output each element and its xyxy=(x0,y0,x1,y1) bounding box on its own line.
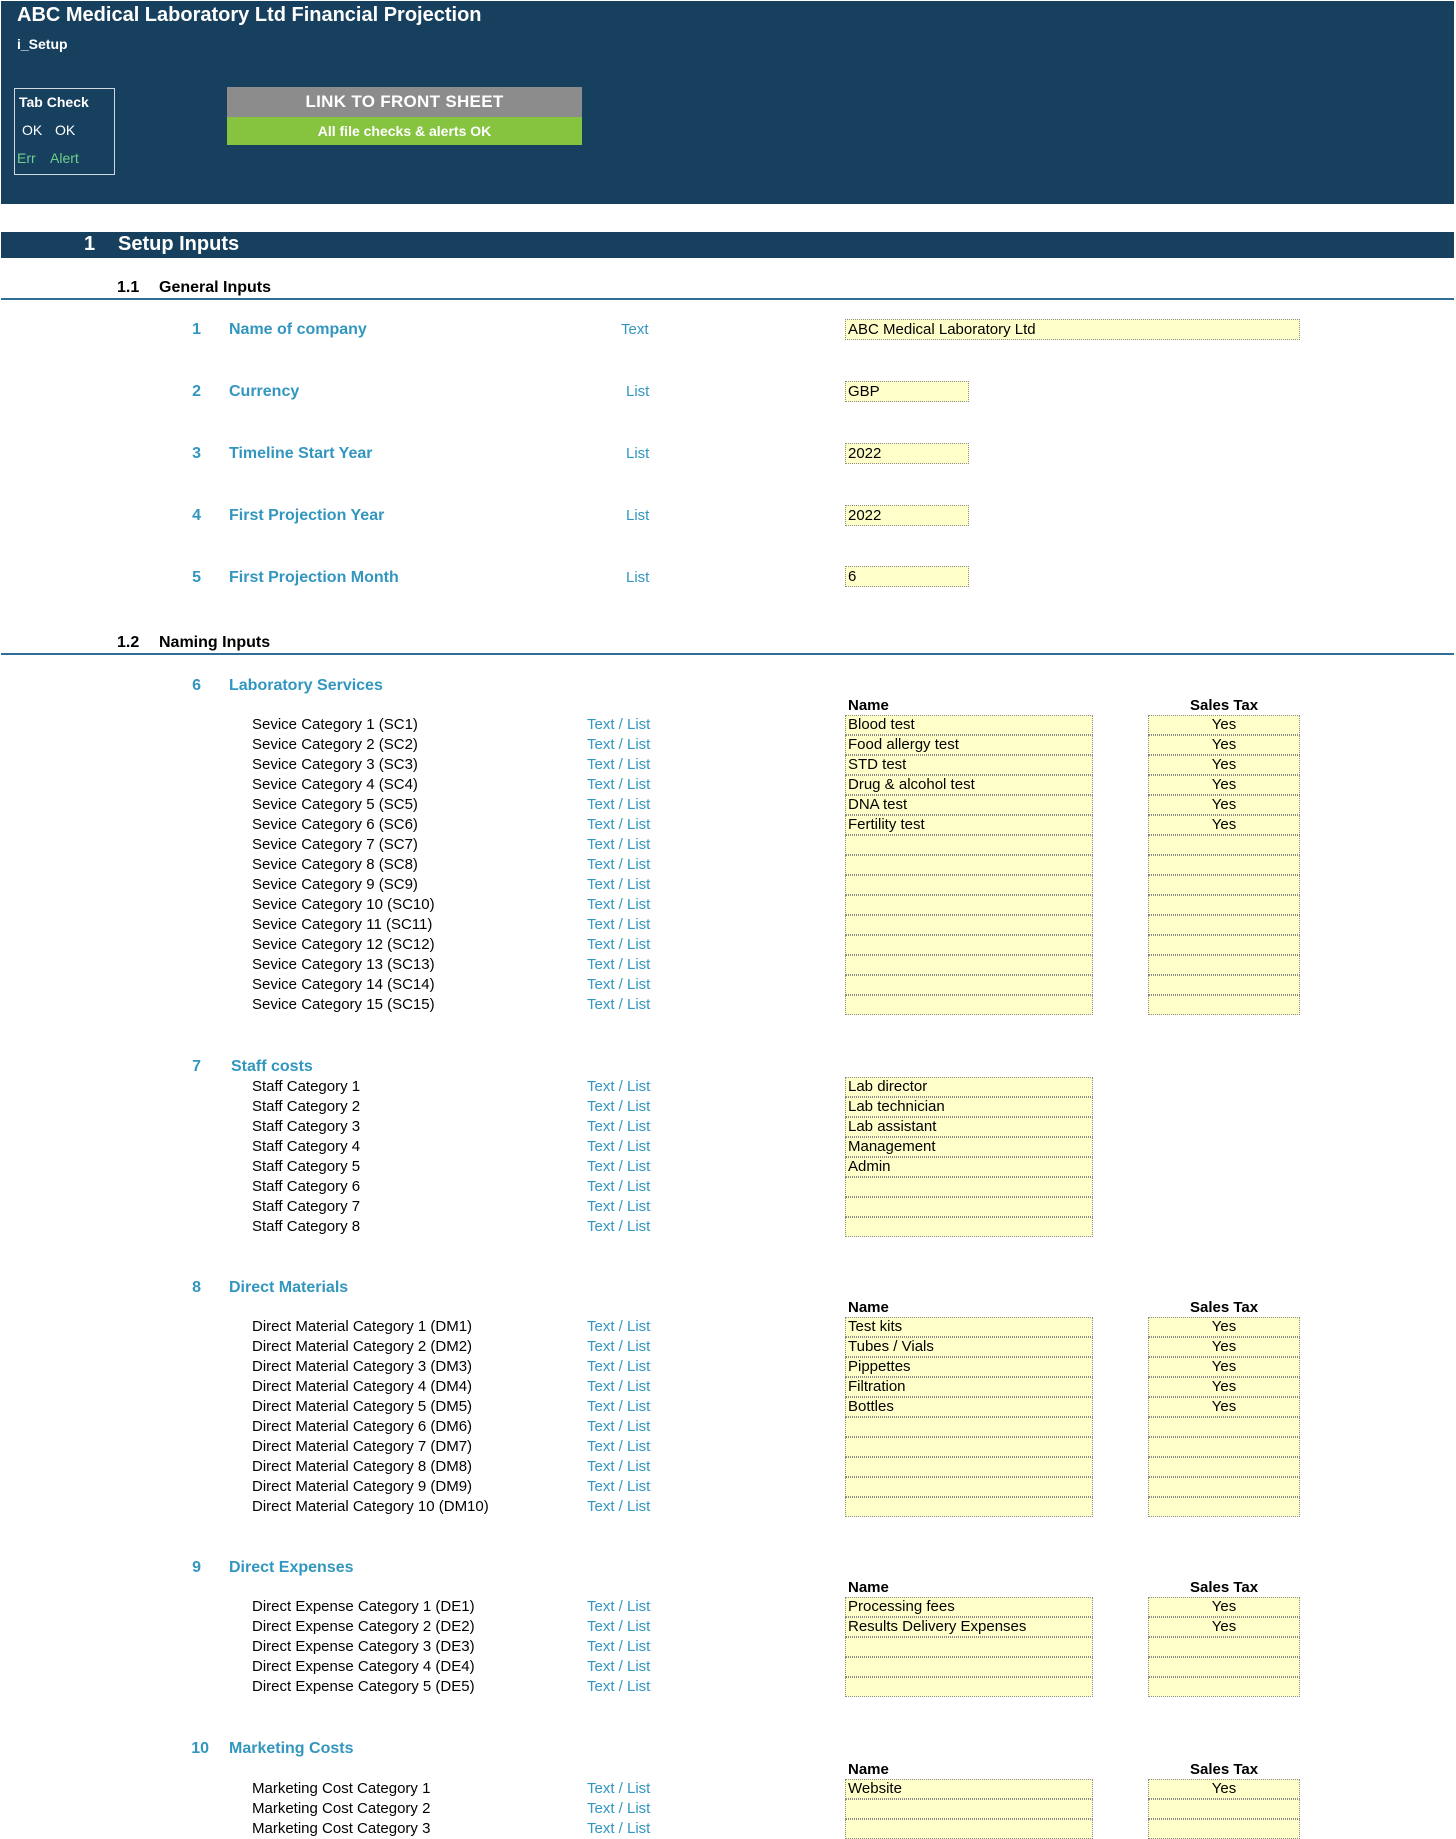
category-label: Sevice Category 13 (SC13) xyxy=(252,956,435,973)
tab-check-alert: Alert xyxy=(50,150,79,166)
name-input[interactable] xyxy=(845,1677,1093,1697)
sales-tax-select[interactable] xyxy=(1148,895,1300,915)
category-label: Direct Material Category 4 (DM4) xyxy=(252,1378,473,1395)
name-input[interactable]: Pippettes xyxy=(845,1357,1093,1377)
input-type-label: Text / List xyxy=(587,876,651,893)
sales-tax-select[interactable] xyxy=(1148,1637,1300,1657)
name-input[interactable] xyxy=(845,1457,1093,1477)
table-row xyxy=(0,1657,1456,1677)
table-row xyxy=(0,855,1456,875)
input-type-label: Text / List xyxy=(587,796,651,813)
input-type-label: List xyxy=(626,445,650,462)
name-input[interactable] xyxy=(845,1217,1093,1237)
category-label: Marketing Cost Category 2 xyxy=(252,1800,431,1817)
name-input[interactable]: DNA test xyxy=(845,795,1093,815)
input-type-label: Text / List xyxy=(587,736,651,753)
table-row xyxy=(0,815,1456,835)
table-row xyxy=(0,1417,1456,1437)
sales-tax-select[interactable] xyxy=(1148,1477,1300,1497)
input-type-label: Text / List xyxy=(587,1158,651,1175)
table-row xyxy=(0,1637,1456,1657)
name-column-header: Name xyxy=(848,1579,889,1596)
input-type-label: Text / List xyxy=(587,1800,651,1817)
name-input[interactable]: Processing fees xyxy=(845,1597,1093,1617)
input-type-label: Text / List xyxy=(587,1638,651,1655)
input-type-label: Text / List xyxy=(587,1338,651,1355)
sales-tax-select[interactable]: Yes xyxy=(1148,795,1300,815)
table-row xyxy=(0,775,1456,795)
input-type-label: List xyxy=(626,507,650,524)
name-input[interactable]: STD test xyxy=(845,755,1093,775)
group-number: 9 xyxy=(192,1559,201,1576)
name-input[interactable]: Results Delivery Expenses xyxy=(845,1617,1093,1637)
sales-tax-select[interactable]: Yes xyxy=(1148,1357,1300,1377)
category-label: Direct Expense Category 4 (DE4) xyxy=(252,1658,475,1675)
company-name-input[interactable]: ABC Medical Laboratory Ltd xyxy=(845,319,1300,340)
category-label: Sevice Category 8 (SC8) xyxy=(252,856,418,873)
name-input[interactable] xyxy=(845,835,1093,855)
sales-tax-select[interactable] xyxy=(1148,1799,1300,1819)
name-column-header: Name xyxy=(848,1299,889,1316)
table-row xyxy=(0,1117,1456,1137)
name-input[interactable] xyxy=(845,1819,1093,1839)
sales-tax-select[interactable] xyxy=(1148,1497,1300,1517)
sales-tax-select[interactable] xyxy=(1148,955,1300,975)
tab-check-ok: OK xyxy=(22,122,43,138)
category-label: Sevice Category 14 (SC14) xyxy=(252,976,435,993)
category-label: Staff Category 7 xyxy=(252,1198,361,1215)
name-input[interactable] xyxy=(845,1657,1093,1677)
table-row xyxy=(0,1197,1456,1217)
sales-tax-select[interactable] xyxy=(1148,1457,1300,1477)
input-type-label: Text / List xyxy=(587,856,651,873)
first-projection-month-label: First Projection Month xyxy=(229,569,399,586)
name-input[interactable]: Lab assistant xyxy=(845,1117,1093,1137)
category-label: Sevice Category 6 (SC6) xyxy=(252,816,418,833)
input-type-label: List xyxy=(626,383,650,400)
sales-tax-select[interactable] xyxy=(1148,1437,1300,1457)
name-input[interactable]: Filtration xyxy=(845,1377,1093,1397)
input-type-label: Text / List xyxy=(587,1598,651,1615)
tab-check-box xyxy=(14,88,115,175)
category-label: Staff Category 6 xyxy=(252,1178,361,1195)
subsection-number: 1.2 xyxy=(117,634,140,651)
input-type-label: Text / List xyxy=(587,1398,651,1415)
category-label: Direct Expense Category 2 (DE2) xyxy=(252,1618,475,1635)
table-row xyxy=(0,1799,1456,1819)
group-number: 10 xyxy=(191,1740,209,1757)
sales-tax-select[interactable]: Yes xyxy=(1148,1597,1300,1617)
table-row xyxy=(0,1497,1456,1517)
category-label: Direct Material Category 6 (DM6) xyxy=(252,1418,473,1435)
category-label: Sevice Category 9 (SC9) xyxy=(252,876,418,893)
subsection-title: Naming Inputs xyxy=(159,634,271,651)
sales-tax-select[interactable] xyxy=(1148,975,1300,995)
category-label: Staff Category 3 xyxy=(252,1118,361,1135)
name-input[interactable] xyxy=(845,1417,1093,1437)
input-type-label: Text / List xyxy=(587,1438,651,1455)
input-type-label: Text / List xyxy=(587,936,651,953)
sales-tax-select[interactable]: Yes xyxy=(1148,1779,1300,1799)
table-row xyxy=(0,995,1456,1015)
input-type-label: Text / List xyxy=(587,1418,651,1435)
name-input[interactable] xyxy=(845,1197,1093,1217)
name-input[interactable]: Food allergy test xyxy=(845,735,1093,755)
name-input[interactable]: Blood test xyxy=(845,715,1093,735)
table-row xyxy=(0,1779,1456,1799)
input-type-label: Text / List xyxy=(587,996,651,1013)
sales-tax-select[interactable]: Yes xyxy=(1148,715,1300,735)
sales-tax-select[interactable]: Yes xyxy=(1148,775,1300,795)
group-number: 6 xyxy=(192,677,201,694)
name-input[interactable]: Admin xyxy=(845,1157,1093,1177)
tab-check-title: Tab Check xyxy=(19,94,89,110)
input-type-label: Text / List xyxy=(587,1378,651,1395)
input-type-label: Text / List xyxy=(587,1138,651,1155)
company-name-label: Name of company xyxy=(229,321,367,338)
input-type-label: Text / List xyxy=(587,1178,651,1195)
table-row xyxy=(0,735,1456,755)
name-input[interactable] xyxy=(845,975,1093,995)
table-row xyxy=(0,835,1456,855)
sales-tax-select[interactable]: Yes xyxy=(1148,1317,1300,1337)
sales-tax-column-header: Sales Tax xyxy=(1190,1579,1259,1596)
table-row xyxy=(0,715,1456,735)
name-input[interactable]: Lab technician xyxy=(845,1097,1093,1117)
category-label: Marketing Cost Category 1 xyxy=(252,1780,431,1797)
row-number: 2 xyxy=(192,383,201,400)
name-input[interactable] xyxy=(845,1177,1093,1197)
sheet-name: i_Setup xyxy=(17,36,68,52)
table-row xyxy=(0,1597,1456,1617)
sales-tax-column-header: Sales Tax xyxy=(1190,1761,1259,1778)
name-input[interactable] xyxy=(845,1477,1093,1497)
table-row xyxy=(0,1177,1456,1197)
category-label: Sevice Category 1 (SC1) xyxy=(252,716,418,733)
group-number: 8 xyxy=(192,1279,201,1296)
first-projection-year-label: First Projection Year xyxy=(229,507,385,524)
category-label: Staff Category 2 xyxy=(252,1098,361,1115)
name-input[interactable] xyxy=(845,1497,1093,1517)
input-type-label: Text / List xyxy=(587,836,651,853)
input-type-label: Text / List xyxy=(587,716,651,733)
table-row xyxy=(0,755,1456,775)
table-row xyxy=(0,1677,1456,1697)
category-label: Direct Material Category 8 (DM8) xyxy=(252,1458,473,1475)
sales-tax-select[interactable]: Yes xyxy=(1148,755,1300,775)
name-input[interactable] xyxy=(845,915,1093,935)
input-type-label: Text / List xyxy=(587,896,651,913)
category-label: Sevice Category 3 (SC3) xyxy=(252,756,418,773)
table-row xyxy=(0,795,1456,815)
subsection-number: 1.1 xyxy=(117,279,140,296)
category-label: Direct Expense Category 3 (DE3) xyxy=(252,1638,475,1655)
table-row xyxy=(0,1137,1456,1157)
name-input[interactable] xyxy=(845,1437,1093,1457)
input-type-label: Text / List xyxy=(587,1678,651,1695)
name-input[interactable] xyxy=(845,1799,1093,1819)
file-checks-status: All file checks & alerts OK xyxy=(227,117,582,145)
name-input[interactable] xyxy=(845,875,1093,895)
category-label: Staff Category 8 xyxy=(252,1218,361,1235)
table-row xyxy=(0,1457,1456,1477)
table-row xyxy=(0,915,1456,935)
category-label: Staff Category 1 xyxy=(252,1078,361,1095)
input-type-label: Text / List xyxy=(587,1820,651,1837)
sales-tax-select[interactable]: Yes xyxy=(1148,1337,1300,1357)
first-projection-month-select[interactable]: 6 xyxy=(845,566,969,587)
table-row xyxy=(0,1819,1456,1839)
sales-tax-select[interactable]: Yes xyxy=(1148,735,1300,755)
table-row xyxy=(0,1437,1456,1457)
input-type-label: Text / List xyxy=(587,1118,651,1135)
row-number: 5 xyxy=(192,569,201,586)
sales-tax-select[interactable]: Yes xyxy=(1148,1397,1300,1417)
input-type-label: Text / List xyxy=(587,776,651,793)
name-input[interactable]: Lab director xyxy=(845,1077,1093,1097)
timeline-start-year-label: Timeline Start Year xyxy=(229,445,373,462)
sales-tax-select[interactable] xyxy=(1148,935,1300,955)
category-label: Direct Material Category 5 (DM5) xyxy=(252,1398,473,1415)
name-input[interactable] xyxy=(845,895,1093,915)
input-type-label: Text xyxy=(621,321,649,338)
input-type-label: Text / List xyxy=(587,1780,651,1797)
table-row xyxy=(0,1357,1456,1377)
table-row xyxy=(0,875,1456,895)
category-label: Marketing Cost Category 3 xyxy=(252,1820,431,1837)
category-label: Sevice Category 7 (SC7) xyxy=(252,836,418,853)
input-type-label: Text / List xyxy=(587,1458,651,1475)
table-row xyxy=(0,975,1456,995)
table-row xyxy=(0,1617,1456,1637)
category-label: Sevice Category 4 (SC4) xyxy=(252,776,418,793)
input-type-label: Text / List xyxy=(587,1358,651,1375)
subsection-title: General Inputs xyxy=(159,279,272,296)
sales-tax-select[interactable]: Yes xyxy=(1148,1617,1300,1637)
name-input[interactable] xyxy=(845,1637,1093,1657)
category-label: Staff Category 4 xyxy=(252,1138,361,1155)
input-type-label: List xyxy=(626,569,650,586)
input-type-label: Text / List xyxy=(587,916,651,933)
name-input[interactable]: Test kits xyxy=(845,1317,1093,1337)
table-row xyxy=(0,1337,1456,1357)
sales-tax-select[interactable] xyxy=(1148,1657,1300,1677)
sales-tax-select[interactable] xyxy=(1148,915,1300,935)
table-row xyxy=(0,1217,1456,1237)
marketing-costs-title: Marketing Costs xyxy=(229,1740,354,1757)
input-type-label: Text / List xyxy=(587,1658,651,1675)
table-row xyxy=(0,955,1456,975)
name-input[interactable]: Management xyxy=(845,1137,1093,1157)
name-input[interactable]: Tubes / Vials xyxy=(845,1337,1093,1357)
sales-tax-select[interactable]: Yes xyxy=(1148,1377,1300,1397)
name-input[interactable]: Bottles xyxy=(845,1397,1093,1417)
table-row xyxy=(0,1097,1456,1117)
direct-expenses-title: Direct Expenses xyxy=(229,1559,354,1576)
input-type-label: Text / List xyxy=(587,816,651,833)
category-label: Direct Material Category 9 (DM9) xyxy=(252,1478,473,1495)
link-to-front-sheet-button[interactable]: LINK TO FRONT SHEET xyxy=(227,87,582,117)
input-type-label: Text / List xyxy=(587,956,651,973)
sales-tax-select[interactable] xyxy=(1148,1819,1300,1839)
input-type-label: Text / List xyxy=(587,1218,651,1235)
sales-tax-select[interactable]: Yes xyxy=(1148,815,1300,835)
timeline-start-year-select[interactable]: 2022 xyxy=(845,443,969,464)
sales-tax-select[interactable] xyxy=(1148,1417,1300,1437)
sales-tax-select[interactable] xyxy=(1148,1677,1300,1697)
input-type-label: Text / List xyxy=(587,1618,651,1635)
header-band xyxy=(1,1,1454,204)
staff-costs-title: Staff costs xyxy=(231,1058,313,1075)
name-column-header: Name xyxy=(848,697,889,714)
input-type-label: Text / List xyxy=(587,1498,651,1515)
sales-tax-select[interactable] xyxy=(1148,875,1300,895)
input-type-label: Text / List xyxy=(587,756,651,773)
sales-tax-select[interactable] xyxy=(1148,835,1300,855)
table-row xyxy=(0,1077,1456,1097)
section-title: Setup Inputs xyxy=(118,233,240,255)
input-type-label: Text / List xyxy=(587,1198,651,1215)
table-row xyxy=(0,1377,1456,1397)
table-row xyxy=(0,1477,1456,1497)
section-divider xyxy=(1,298,1454,300)
tab-check-ok: OK xyxy=(55,122,76,138)
laboratory-services-title: Laboratory Services xyxy=(229,677,383,694)
currency-label: Currency xyxy=(229,383,300,400)
section-number: 1 xyxy=(84,233,96,255)
name-input[interactable]: Drug & alcohol test xyxy=(845,775,1093,795)
tab-check-err: Err xyxy=(17,150,36,166)
input-type-label: Text / List xyxy=(587,1098,651,1115)
name-input[interactable]: Fertility test xyxy=(845,815,1093,835)
direct-materials-title: Direct Materials xyxy=(229,1279,349,1296)
category-label: Sevice Category 15 (SC15) xyxy=(252,996,435,1013)
input-type-label: Text / List xyxy=(587,1078,651,1095)
category-label: Direct Material Category 7 (DM7) xyxy=(252,1438,473,1455)
category-label: Staff Category 5 xyxy=(252,1158,361,1175)
name-input[interactable]: Website xyxy=(845,1779,1093,1799)
row-number: 4 xyxy=(192,507,201,524)
currency-select[interactable]: GBP xyxy=(845,381,969,402)
input-type-label: Text / List xyxy=(587,1478,651,1495)
row-number: 3 xyxy=(192,445,201,462)
table-row xyxy=(0,1157,1456,1177)
category-label: Direct Material Category 3 (DM3) xyxy=(252,1358,473,1375)
first-projection-year-select[interactable]: 2022 xyxy=(845,505,969,526)
category-label: Direct Expense Category 1 (DE1) xyxy=(252,1598,475,1615)
name-input[interactable] xyxy=(845,855,1093,875)
table-row xyxy=(0,1317,1456,1337)
input-type-label: Text / List xyxy=(587,976,651,993)
sales-tax-column-header: Sales Tax xyxy=(1190,1299,1259,1316)
row-number: 1 xyxy=(192,321,201,338)
category-label: Sevice Category 2 (SC2) xyxy=(252,736,418,753)
name-column-header: Name xyxy=(848,1761,889,1778)
app-title: ABC Medical Laboratory Ltd Financial Projection xyxy=(17,4,482,26)
category-label: Sevice Category 12 (SC12) xyxy=(252,936,435,953)
name-input[interactable] xyxy=(845,995,1093,1015)
category-label: Direct Material Category 10 (DM10) xyxy=(252,1498,489,1515)
table-row xyxy=(0,895,1456,915)
group-number: 7 xyxy=(192,1058,201,1075)
sales-tax-select[interactable] xyxy=(1148,855,1300,875)
table-row xyxy=(0,935,1456,955)
sales-tax-select[interactable] xyxy=(1148,995,1300,1015)
category-label: Sevice Category 5 (SC5) xyxy=(252,796,418,813)
category-label: Sevice Category 10 (SC10) xyxy=(252,896,435,913)
section-divider xyxy=(1,653,1454,655)
input-type-label: Text / List xyxy=(587,1318,651,1335)
name-input[interactable] xyxy=(845,955,1093,975)
name-input[interactable] xyxy=(845,935,1093,955)
table-row xyxy=(0,1397,1456,1417)
sales-tax-column-header: Sales Tax xyxy=(1190,697,1259,714)
section-band xyxy=(1,232,1454,258)
category-label: Direct Expense Category 5 (DE5) xyxy=(252,1678,475,1695)
category-label: Direct Material Category 2 (DM2) xyxy=(252,1338,473,1355)
category-label: Direct Material Category 1 (DM1) xyxy=(252,1318,473,1335)
category-label: Sevice Category 11 (SC11) xyxy=(252,916,433,933)
